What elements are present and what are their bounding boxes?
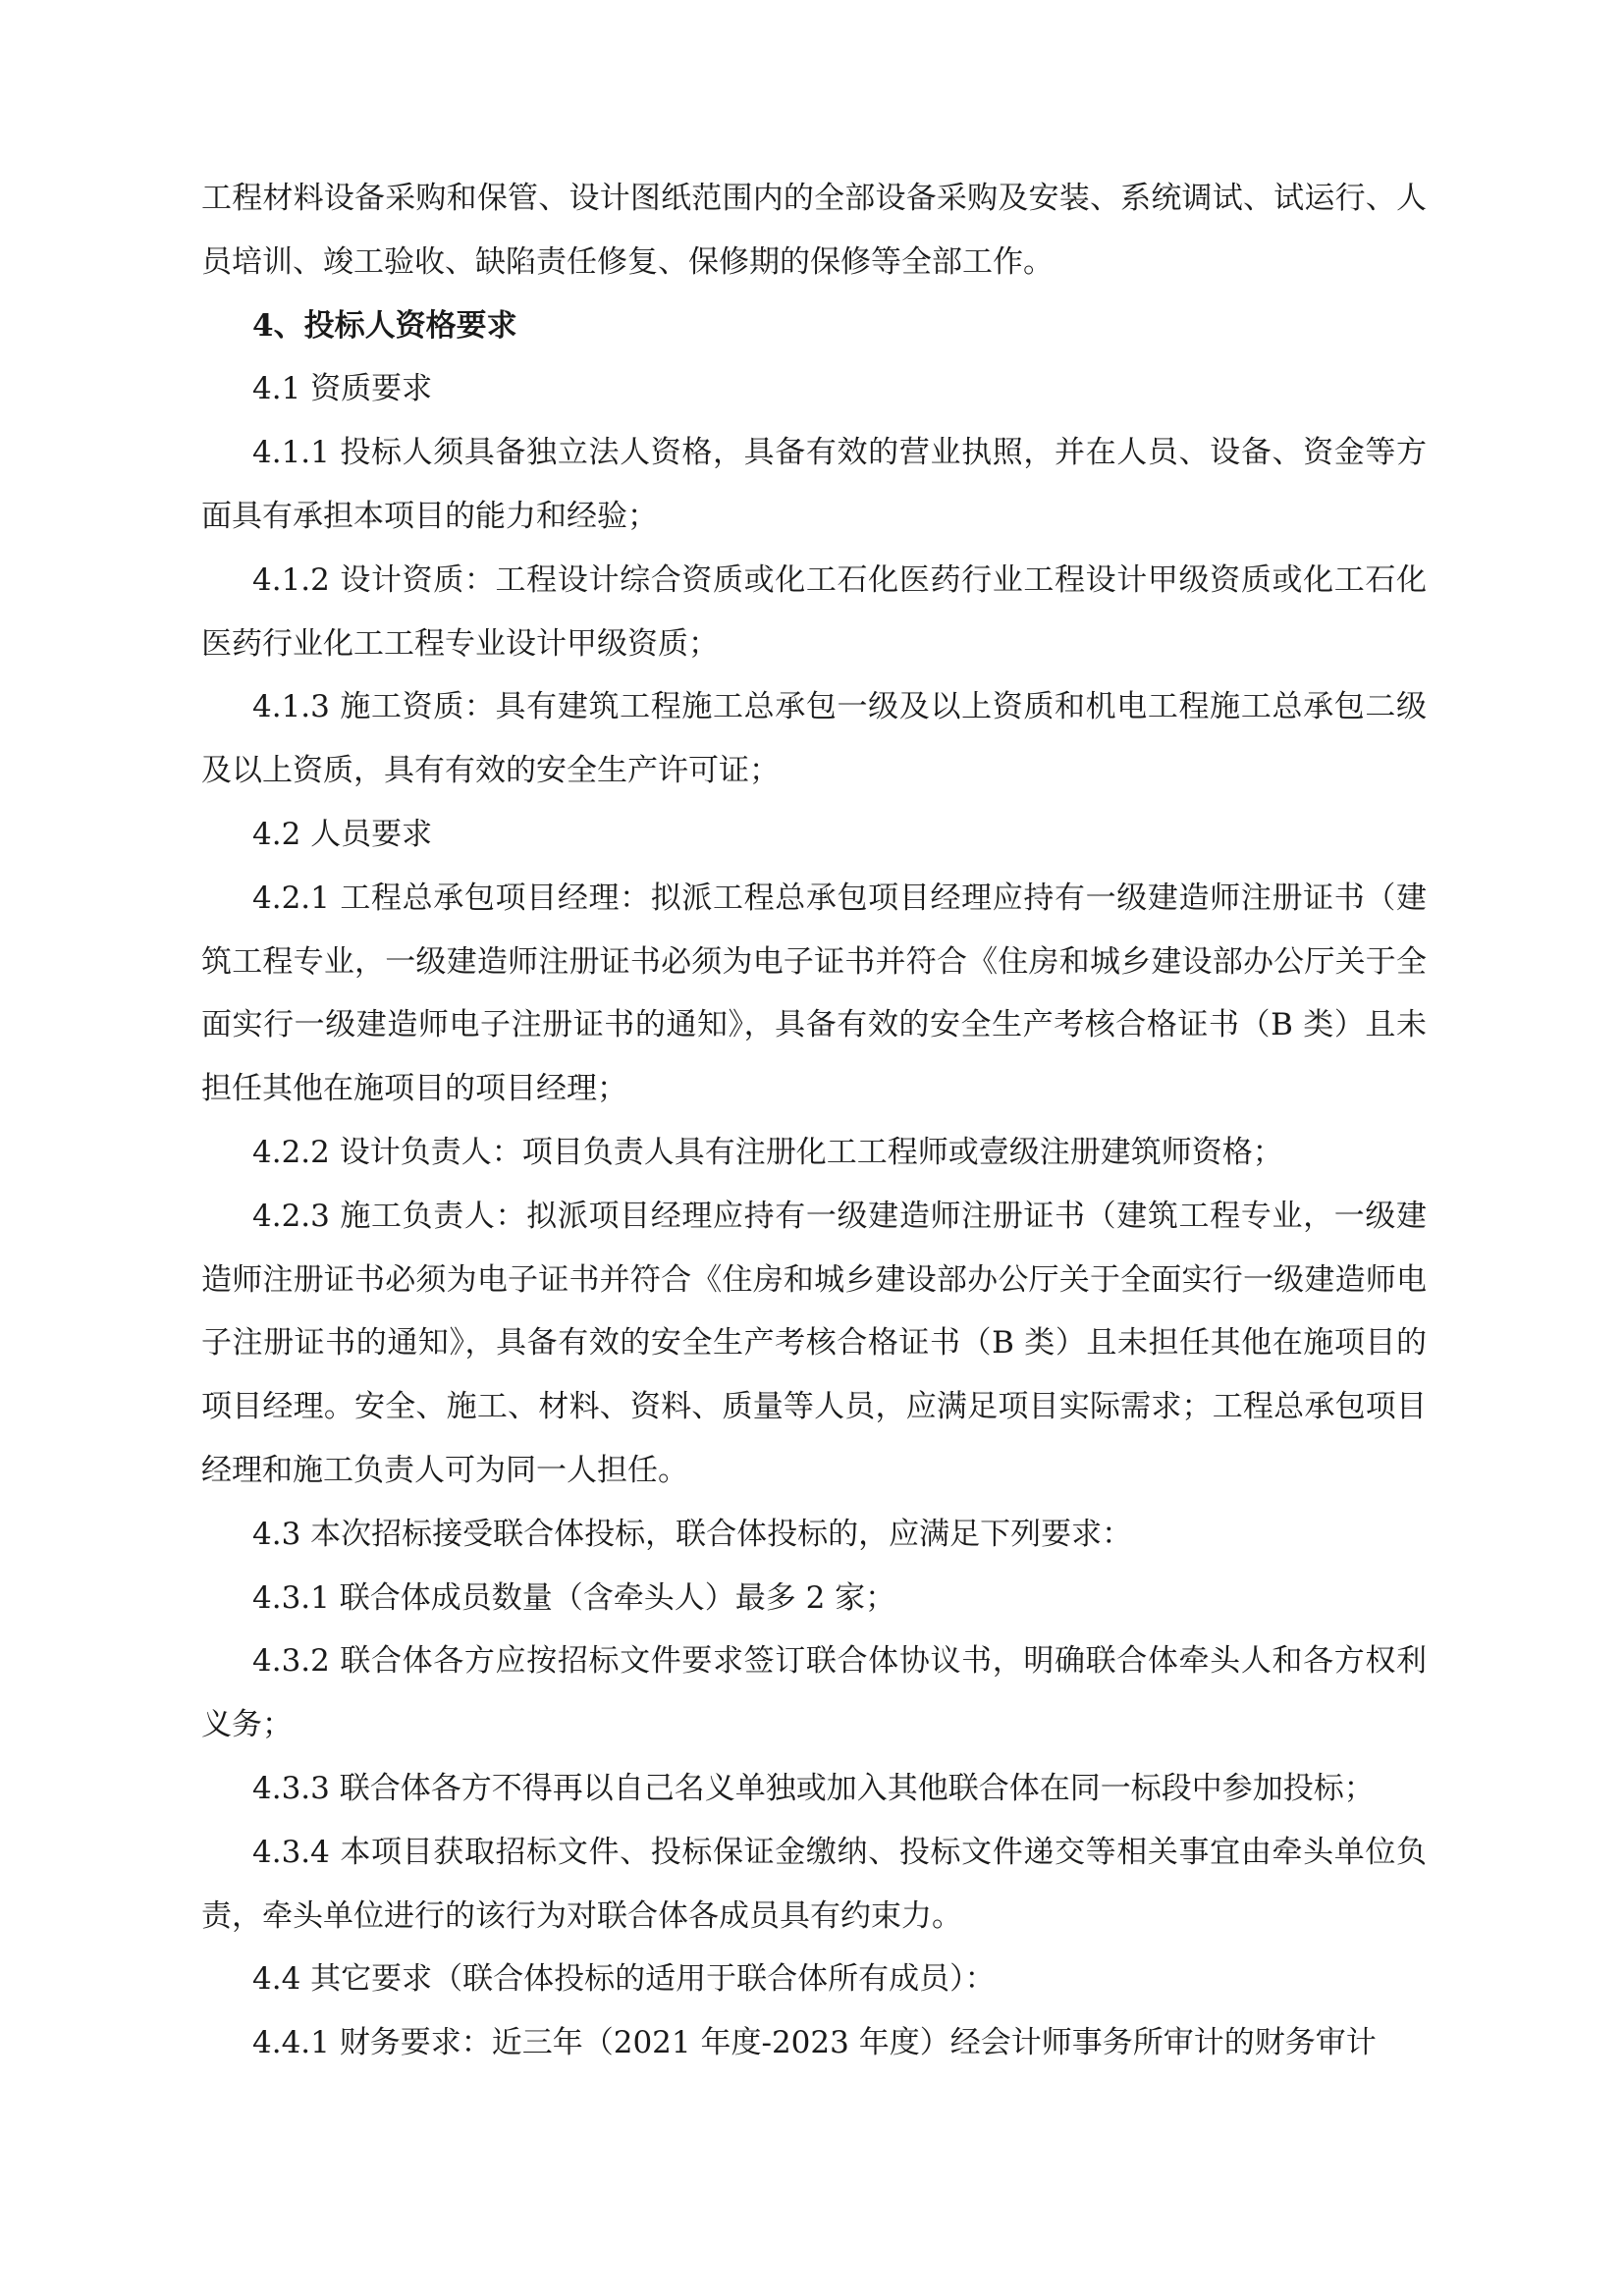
paragraph-4-1-3: 4.1.3 施工资质：具有建筑工程施工总承包一级及以上资质和机电工程施工总承包二级及以上资质，具有有效的安全生产许可证； — [201, 689, 1427, 789]
paragraph-4-3: 4.3 本次招标接受联合体投标，联合体投标的，应满足下列要求： — [252, 1516, 1133, 1552]
paragraph-4-1-1: 4.1.1 投标人须具备独立法人资格，具备有效的营业执照，并在人员、设备、资金等方面具有承担本项目的能力和经验； — [201, 435, 1427, 534]
subheading-qualification-requirements: 4.1 资质要求 — [252, 371, 433, 407]
paragraph-4-3-2: 4.3.2 联合体各方应按招标文件要求签订联合体协议书，明确联合体牵头人和各方权利义务； — [201, 1643, 1427, 1743]
paragraph-4-2-2: 4.2.2 设计负责人：项目负责人具有注册化工工程师或壹级注册建筑师资格； — [252, 1134, 1283, 1170]
paragraph-4-1-2: 4.1.2 设计资质：工程设计综合资质或化工石化医药行业工程设计甲级资质或化工石化医药行业化工工程专业设计甲级资质； — [201, 561, 1427, 662]
subheading-personnel-requirements: 4.2 人员要求 — [252, 816, 433, 852]
paragraph-4-2-3: 4.2.3 施工负责人：拟派项目经理应持有一级建造师注册证书（建筑工程专业，一级建造师注册证书必须为电子证书并符合《住房和城乡建设部办公厅关于全面实行一级建造师电子注册证书的通知》，具备有效的安全生产考核合格证书（B 类）且未担任其他在施项目的项目经理。安全、施工、材料、资料、质量等人员，应满足项目实际需求；工程总承包项目经理和施工负责人可为同一人担任。 — [201, 1198, 1427, 1488]
paragraph-4-4-1: 4.4.1 财务要求：近三年（2021 年度-2023 年度）经会计师事务所审计的财务审计 — [252, 2025, 1377, 2061]
document-body — [201, 167, 1427, 2075]
paragraph-scope-continued: 工程材料设备采购和保管、设计图纸范围内的全部设备采购及安装、系统调试、试运行、人员培训、竣工验收、缺陷责任修复、保修期的保修等全部工作。 — [201, 181, 1427, 280]
paragraph-4-3-3: 4.3.3 联合体各方不得再以自己名义单独或加入其他联合体在同一标段中参加投标； — [252, 1770, 1375, 1806]
paragraph-4-2-1: 4.2.1 工程总承包项目经理：拟派工程总承包项目经理应持有一级建造师注册证书（建筑工程专业，一级建造师注册证书必须为电子证书并符合《住房和城乡建设部办公厅关于全面实行一级建造师电子注册证书的通知》，具备有效的安全生产考核合格证书（B 类）且未担任其他在施项目的项目经理； — [201, 880, 1427, 1107]
paragraph-4-3-1: 4.3.1 联合体成员数量（含牵头人）最多 2 家； — [252, 1579, 896, 1616]
paragraph-4-3-4: 4.3.4 本项目获取招标文件、投标保证金缴纳、投标文件递交等相关事宜由牵头单位负责，牵头单位进行的该行为对联合体各成员具有约束力。 — [201, 1834, 1427, 1934]
section-heading-bidder-qualifications: 4、投标人资格要求 — [252, 307, 517, 344]
paragraph-4-4: 4.4 其它要求（联合体投标的适用于联合体所有成员）： — [252, 1961, 996, 1998]
